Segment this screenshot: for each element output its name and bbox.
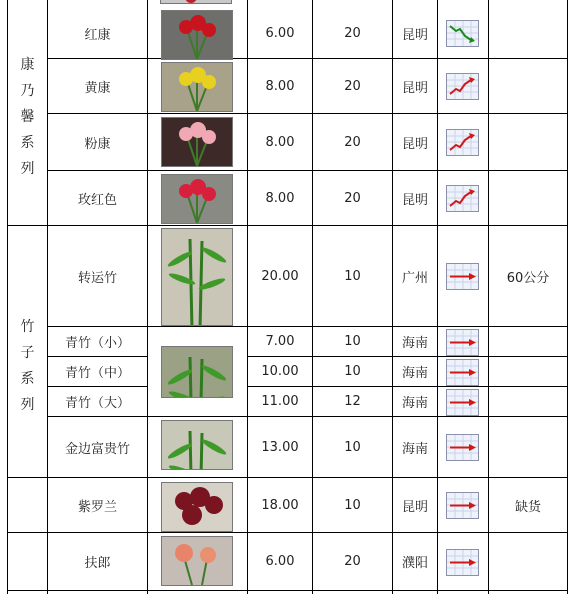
product-name: 黄康 — [84, 80, 111, 96]
category-char: 乃 — [20, 82, 35, 99]
product-name: 金边富贵竹 — [64, 441, 130, 457]
product-price: 8.00 — [265, 190, 295, 206]
category-bamboo — [8, 255, 47, 477]
category-char: 系 — [20, 371, 35, 387]
product-quantity: 12 — [344, 394, 361, 409]
product-quantity: 10 — [344, 497, 361, 513]
rose-carnation-photo — [161, 174, 233, 224]
product-origin: 昆明 — [401, 80, 428, 96]
yellow-carnation-photo — [161, 62, 233, 112]
product-name: 红康 — [84, 27, 111, 43]
column-divider — [147, 0, 148, 594]
product-quantity: 10 — [344, 364, 361, 379]
product-quantity: 10 — [344, 334, 361, 349]
product-name: 青竹（小） — [64, 336, 130, 351]
product-note: 缺货 — [514, 499, 541, 515]
product-price: 11.00 — [261, 394, 299, 409]
product-name: 转运竹 — [77, 270, 117, 286]
green-bamboo-photo — [161, 346, 233, 398]
price-trend-flat-icon — [446, 549, 479, 576]
product-origin: 海南 — [401, 366, 428, 381]
product-name: 玫红色 — [77, 192, 117, 208]
product-price: 8.00 — [265, 134, 295, 150]
product-origin: 濮阳 — [401, 556, 428, 571]
price-trend-flat-icon — [446, 389, 479, 416]
stock-flower-photo — [161, 482, 233, 532]
category-char: 系 — [20, 134, 35, 151]
category-carnation — [8, 8, 47, 225]
pink-carnation-photo — [161, 117, 233, 167]
product-quantity: 20 — [344, 78, 361, 94]
price-trend-up-icon — [446, 185, 479, 212]
product-price: 6.00 — [265, 25, 295, 41]
table-border-bottom — [7, 590, 568, 591]
product-quantity: 20 — [344, 190, 361, 206]
product-quantity: 20 — [344, 554, 361, 569]
product-origin: 海南 — [401, 441, 428, 457]
flower-photo — [160, 0, 232, 4]
product-origin: 海南 — [401, 336, 428, 351]
product-origin: 广州 — [401, 270, 428, 286]
gold-edge-bamboo-photo — [161, 420, 233, 470]
product-origin: 昆明 — [401, 499, 428, 515]
red-carnation-photo — [161, 10, 233, 60]
product-name: 青竹（大） — [64, 396, 130, 411]
product-price: 20.00 — [261, 268, 299, 284]
product-price: 13.00 — [261, 439, 299, 455]
product-origin: 海南 — [401, 396, 428, 411]
category-char: 列 — [20, 160, 35, 177]
price-trend-flat-icon — [446, 434, 479, 461]
price-trend-flat-icon — [446, 492, 479, 519]
product-note: 60公分 — [506, 270, 550, 286]
product-origin: 昆明 — [401, 27, 428, 43]
price-trend-up-icon — [446, 73, 479, 100]
product-name: 扶郎 — [84, 556, 111, 571]
price-trend-down-icon — [446, 20, 479, 47]
category-char: 子 — [20, 345, 35, 361]
product-quantity: 20 — [344, 25, 361, 41]
category-char: 馨 — [20, 108, 35, 125]
column-divider — [437, 0, 438, 594]
price-trend-flat-icon — [446, 359, 479, 386]
product-name: 紫罗兰 — [77, 499, 117, 515]
product-price: 10.00 — [261, 364, 299, 379]
product-price: 7.00 — [265, 334, 295, 349]
product-quantity: 20 — [344, 134, 361, 150]
price-trend-up-icon — [446, 129, 479, 156]
product-name: 粉康 — [84, 136, 111, 152]
product-price: 8.00 — [265, 78, 295, 94]
product-price: 18.00 — [261, 497, 299, 513]
product-origin: 昆明 — [401, 192, 428, 208]
price-trend-flat-icon — [446, 329, 479, 356]
category-char: 列 — [20, 397, 35, 413]
table-border-right — [567, 0, 568, 594]
lucky-bamboo-photo — [161, 228, 233, 326]
product-price: 6.00 — [265, 554, 295, 569]
category-char: 竹 — [20, 319, 35, 335]
product-origin: 昆明 — [401, 136, 428, 152]
product-quantity: 10 — [344, 268, 361, 284]
category-char: 康 — [20, 56, 35, 73]
product-quantity: 10 — [344, 439, 361, 455]
gerbera-photo — [161, 536, 233, 586]
price-trend-flat-icon — [446, 263, 479, 290]
product-name: 青竹（中） — [64, 366, 130, 381]
